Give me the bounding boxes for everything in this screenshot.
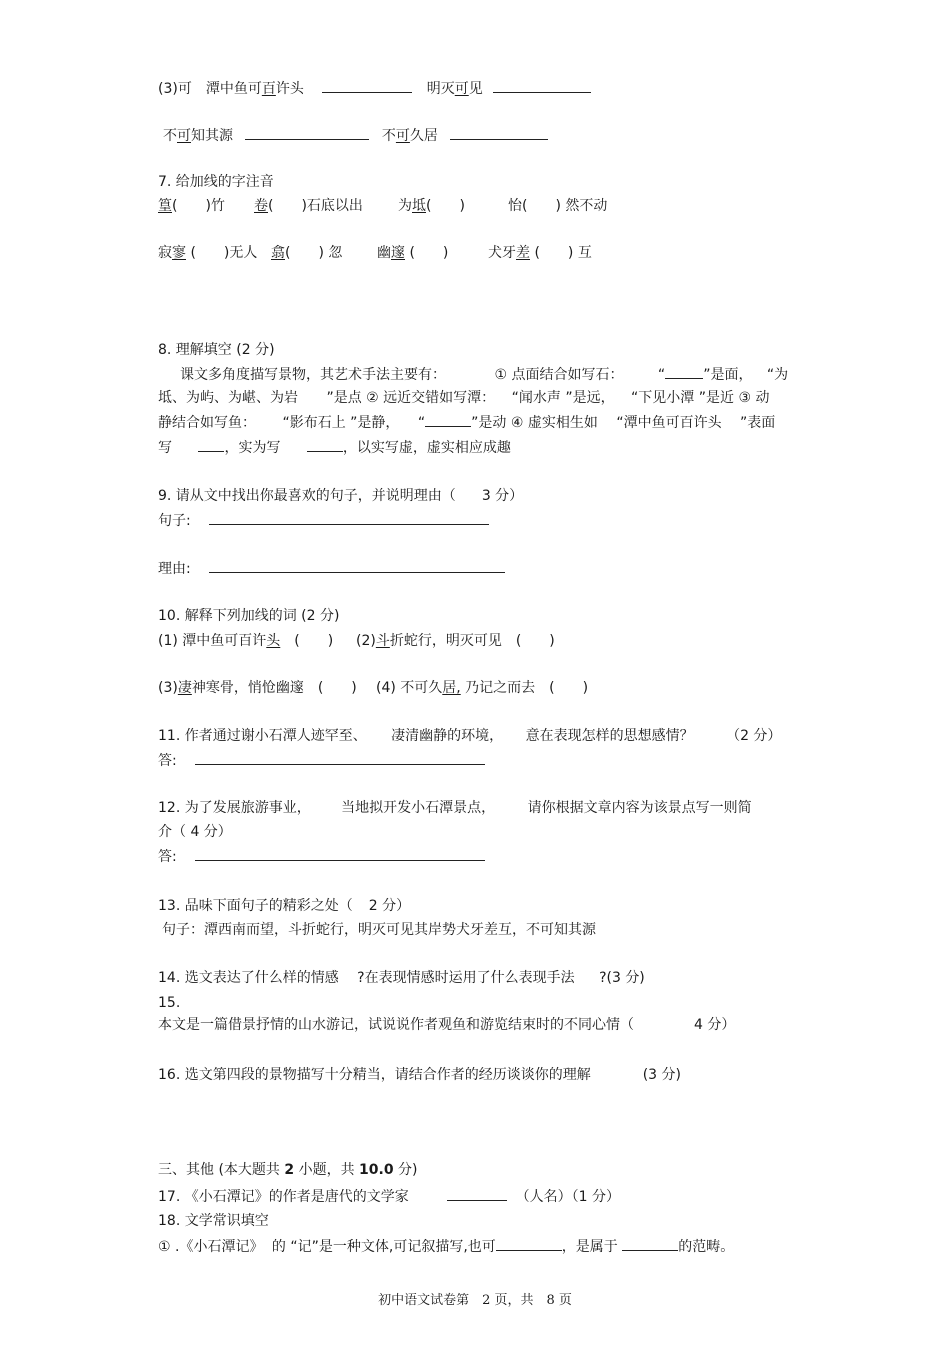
- q6-blank-3[interactable]: [245, 125, 369, 140]
- q8-blank-3[interactable]: [198, 437, 224, 452]
- q6-blank-2[interactable]: [493, 78, 591, 93]
- q16-question: 16. 选文第四段的景物描写十分精当，请结合作者的经历谈谈你的理解 (3 分): [158, 1067, 681, 1083]
- q10-row1: (1) 潭中鱼可百许头 ( ) (2)斗折蛇行，明灭可见 ( ): [158, 633, 555, 649]
- q12-question-cont: 介（ 4 分）: [158, 824, 232, 840]
- section3-heading: 三、其他 (本大题共 2 小题，共 10.0 分): [158, 1162, 418, 1178]
- q9-reason: 理由:: [158, 558, 505, 579]
- q7-row2: 寂寥 ( )无人 翕( ) 忽 幽邃 ( ) 犬牙差 ( ) 互: [158, 245, 592, 261]
- q8-blank-2[interactable]: [425, 412, 471, 427]
- q14-question: 14. 选文表达了什么样的情感 ?在表现情感时运用了什么表现手法 ?(3 分): [158, 970, 645, 986]
- q6-line2: 不可知其源 不可久居: [163, 125, 548, 146]
- q13-title: 13. 品味下面句子的精彩之处（ 2 分）: [158, 898, 411, 914]
- q18-title: 18. 文学常识填空: [158, 1213, 269, 1229]
- q13-sentence: 句子：潭西南而望，斗折蛇行，明灭可见其岸势犬牙差互，不可知其源: [162, 922, 596, 938]
- q15-question: 本文是一篇借景抒情的山水游记，试说说作者观鱼和游览结束时的不同心情（ 4 分）: [158, 1017, 736, 1033]
- q11-answer-blank[interactable]: [195, 750, 485, 765]
- q9-sentence-blank[interactable]: [209, 510, 489, 525]
- q18-item1: ① .《小石潭记》 的 “记”是一种文体,可记叙描写,也可 ，是属于 的范畴。: [158, 1236, 734, 1257]
- q12-answer: 答:: [158, 846, 485, 867]
- q18-blank-1[interactable]: [496, 1236, 562, 1251]
- q6-blank-4[interactable]: [450, 125, 548, 140]
- q11-question: 11. 作者通过谢小石潭人迹罕至、 凄清幽静的环境， 意在表现怎样的思想感情？ （2 分）: [158, 728, 782, 744]
- q9-reason-blank[interactable]: [209, 558, 505, 573]
- q8-line2: 坻、为屿、为嵁、为岩 ”是点 ② 远近交错如写潭： “闻水声 ”是远， “下见小潭 ”是近 ③ 动: [158, 390, 770, 406]
- page-footer: 初中语文试卷第 2 页，共 8 页: [378, 1293, 572, 1308]
- q15-number: 15.: [158, 995, 181, 1011]
- q9-title: 9. 请从文中找出你最喜欢的句子，并说明理由（ 3 分）: [158, 488, 524, 504]
- q8-line1: 课文多角度描写景物，其艺术手法主要有： ① 点面结合如写石： “ ”是面， “为: [180, 364, 788, 385]
- q8-line4: 写 ，实为写 ，以实写虚，虚实相应成趣: [158, 437, 511, 458]
- q12-answer-blank[interactable]: [195, 846, 485, 861]
- q10-title: 10. 解释下列加线的词 (2 分): [158, 608, 340, 624]
- q18-blank-2[interactable]: [622, 1236, 678, 1251]
- q6-blank-1[interactable]: [322, 78, 412, 93]
- q8-blank-1[interactable]: [665, 364, 703, 379]
- q9-sentence: 句子:: [158, 510, 489, 531]
- q7-title: 7. 给加线的字注音: [158, 174, 274, 190]
- q6-line1: (3)可 潭中鱼可百许头 明灭可见: [158, 78, 591, 99]
- q12-question: 12. 为了发展旅游事业， 当地拟开发小石潭景点， 请你根据文章内容为该景点写一则简: [158, 800, 752, 816]
- q17-question: 17. 《小石潭记》的作者是唐代的文学家 （人名）（1 分）: [158, 1186, 620, 1207]
- q10-row2: (3)凄神寒骨，悄怆幽邃 ( ) (4) 不可久居, 乃记之而去 ( ): [158, 680, 589, 696]
- q8-line3: 静结合如写鱼： “影布石上 ”是静， “ ”是动 ④ 虚实相生如 “潭中鱼可百许头 ”表面: [158, 412, 775, 433]
- q8-title: 8. 理解填空 (2 分): [158, 342, 275, 358]
- q8-blank-4[interactable]: [307, 437, 343, 452]
- q7-row1: 篁( )竹 卷( )石底以出 为坻( ) 怡( ) 然不动: [158, 198, 608, 214]
- q11-answer: 答:: [158, 750, 485, 771]
- q17-blank[interactable]: [447, 1186, 507, 1201]
